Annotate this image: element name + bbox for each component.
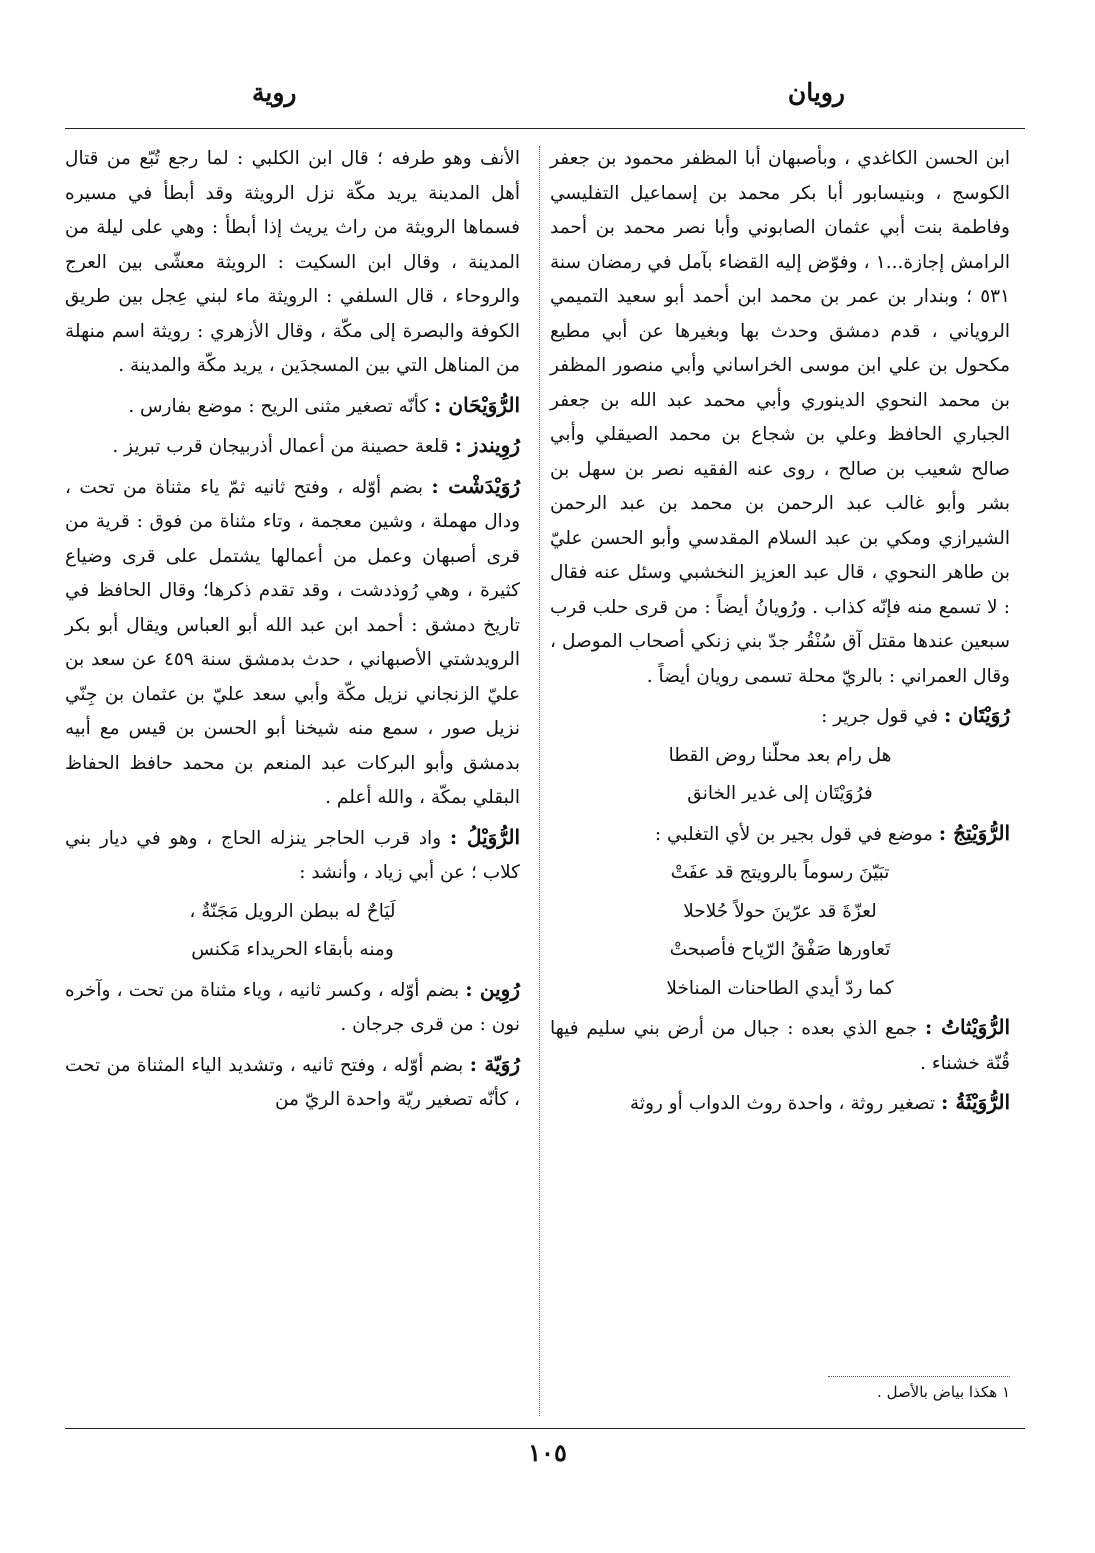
entry-headword: الرُّوَيْلُ : <box>449 824 520 849</box>
continued-paragraph: الأنف وهو طرفه ؛ قال ابن الكلبي : لما رجع تُبّع من قتال أهل المدينة يريد مكّة نزل الرويثة وقد أبطأ في مسيره فسماها الرويثة من راث يريث إذا أبطأ : وهي على ليلة من المدينة ، وقال ابن السكيت : الرويثة معشّى بين العرج والروحاء ، قال السلفي : الرويثة ماء لبني عِجل بين طريق الكوفة والبصرة إلى مكّة ، وقال الأزهري : رويثة اسم منهلة من المناهل التي بين المسجدَين ، يريد مكّة والمدينة . <box>65 148 520 376</box>
entry-text: بضم أوّله ، وفتح ثانيه ثمّ ياء مثناة من تحت ، ودال مهملة ، وشين معجمة ، وتاء مثناة من فوق : قرية من قرى أصبهان وعمل من أعمالها يشتمل على قرى وضياع كثيرة ، وهي رُوذدشت ، وقد تقدم ذكرها؛ وقال الحافظ في تاريخ دمشق : أحمد ابن عبد الله أبو العباس ويقال أبو بكر الرويدشتي الأصبهاني ، حدث بدمشق سنة ٤٥٩ عن سعد بن عليّ الزنجاني نزيل مكّة وأبي سعد عليّ بن عثمان بن جِنّي نزيل صور ، سمع منه شيخنا أبو الحسن بن قيس مع أبيه بدمشق وأبو البركات عبد المنعم بن محمد حافظ الحفاظ البقلي بمكّة ، والله أعلم . <box>65 476 520 808</box>
entry-ruwaytha <box>550 1085 1010 1122</box>
entry-text: جمع الذي بعده : جبال من أرض بني سليم فيها قُنّة خشناء . <box>550 1018 1010 1074</box>
footnote: ١ هكذا بياض بالأصل . <box>877 1383 1010 1401</box>
entry-headword: الرُّوَيْتِجُ : <box>938 820 1010 845</box>
entry-text: قلعة حصينة من أعمال أذربيجان قرب تبريز . <box>112 436 449 457</box>
continued-paragraph: ابن الحسن الكاغدي ، وبأصبهان أبا المظفر محمود بن جعفر الكوسج ، وبنيسابور أبا بكر محمد بن إسماعيل التفليسي وفاطمة بنت أبي عثمان الصابوني وأبا نصر محمد بن أحمد الرامش إجازة...١ ، وفوّض إليه القضاء بآمل في رمضان سنة ٥٣١ ؛ وبندار بن عمر بن محمد ابن أحمد أبو سعيد التميمي الروياني ، قدم دمشق وحدث بها وبغيرها عن أبي مطيع مكحول بن علي ابن موسى الخراساني وأبي منصور المظفر بن محمد النحوي الدينوري وأبي محمد عبد الله بن جعفر الجباري الحافظ وعلي بن شجاع بن محمد الصيقلي وأبي صالح شعيب بن صالح ، روى عنه الفقيه نصر بن سهل بن بشر وأبو غالب عبد الرحمن بن محمد بن عبد الرحمن الشيرازي ومكي بن عبد السلام المقدسي وأبو الحسن عليّ بن طاهر النحوي ، قال عبد العزيز النخشبي وسئل عنه فقال : لا تسمع منه فإنّه كذاب . ورُويانُ أيضاً : من قرى حلب قرب سبعين عندها مقتل آق سُنْقُر جدّ بني زنكي أصحاب الموصل ، وقال العمراني : بالريّ محلة تسمى رويان أيضاً . <box>550 148 1010 687</box>
entry-ruwayya <box>65 1047 520 1118</box>
entry-headword: رُوَيّة : <box>469 1051 521 1076</box>
verse-line: ومنه بأبقاء الحريداء مَكنس <box>191 939 394 960</box>
verse-line: فرُوَيْتَان إلى غدير الخانق <box>687 783 873 804</box>
entry-text: كأنّه تصغير مثنى الريح : موضع بفارس . <box>128 395 429 417</box>
entry-headword: الرُّوَيْثاتُ : <box>924 1015 1010 1039</box>
entry-headword: رُوِيندز : <box>454 433 520 457</box>
entry-ruwaythat <box>550 1010 1010 1081</box>
entry-headword: الرُّوَيْحَان : <box>434 392 520 417</box>
entry-ruwayhan <box>65 388 520 425</box>
entry-ruwin <box>65 972 520 1043</box>
entry-headword: الرُّوَيْثَةُ : <box>940 1090 1010 1114</box>
entry-text: موضع في قول بجير بن لأي التغلبي : <box>654 823 933 845</box>
footnote-rule <box>828 1376 1010 1377</box>
entry-text: بضم أوّله ، وكسر ثانيه ، وياء مثناة من تحت ، وآخره نون : من قرى جرجان . <box>65 979 520 1035</box>
entry-headword: رُوَيْدَشْت : <box>431 473 521 498</box>
footer-rule <box>65 1428 1025 1429</box>
page-number: ١٠٥ <box>528 1438 567 1467</box>
left-column <box>65 142 520 1122</box>
right-column <box>550 142 1010 1126</box>
entry-text: في قول جرير : <box>821 706 939 727</box>
entry-text: بضم أوّله ، وفتح ثانيه ، وتشديد الياء المثناة من تحت ، كأنّه تصغير ريّة واحدة الريّ من <box>65 1054 520 1110</box>
running-head-left: روية <box>252 78 297 107</box>
entry-ruwaydasht <box>65 469 520 816</box>
column-divider <box>539 146 540 1416</box>
entry-text: تصغير روثة ، واحدة روث الدواب أو روثة <box>629 1093 936 1114</box>
entry-ruwaytan <box>550 698 1010 735</box>
header-rule <box>65 128 1025 129</box>
entry-ruwaytij <box>550 816 1010 853</box>
entry-text: واد قرب الحاجر ينزله الحاج ، وهو في ديار بني كلاب ؛ عن أبي زياد ، وأنشد : <box>65 827 520 883</box>
running-head-right: رويان <box>787 78 845 107</box>
entry-headword: رُوَيْتَان : <box>943 703 1010 727</box>
verse-line: تَعاورها صَفْقُ الرّياح فأصبحتْ <box>669 939 891 960</box>
verse-line: لَيَاحٌ له ببطن الرويل مَجَنّةٌ ، <box>189 900 396 922</box>
verse-line: كما ردّ أيدي الطاحنات المناخلا <box>666 977 894 999</box>
verse-line: هل رام بعد محلّنا روض القطا <box>668 744 892 766</box>
entry-ruwayl <box>65 820 520 891</box>
entry-headword: رُوِين : <box>465 976 520 1001</box>
entry-ruwindiz <box>65 428 520 465</box>
verse-line: تبَيّنَ رسوماً بالرويتج قد عفَتْ <box>670 862 890 883</box>
verse-line: لعزّةَ قد عرّينَ حولاً حُلاحلا <box>683 900 877 922</box>
